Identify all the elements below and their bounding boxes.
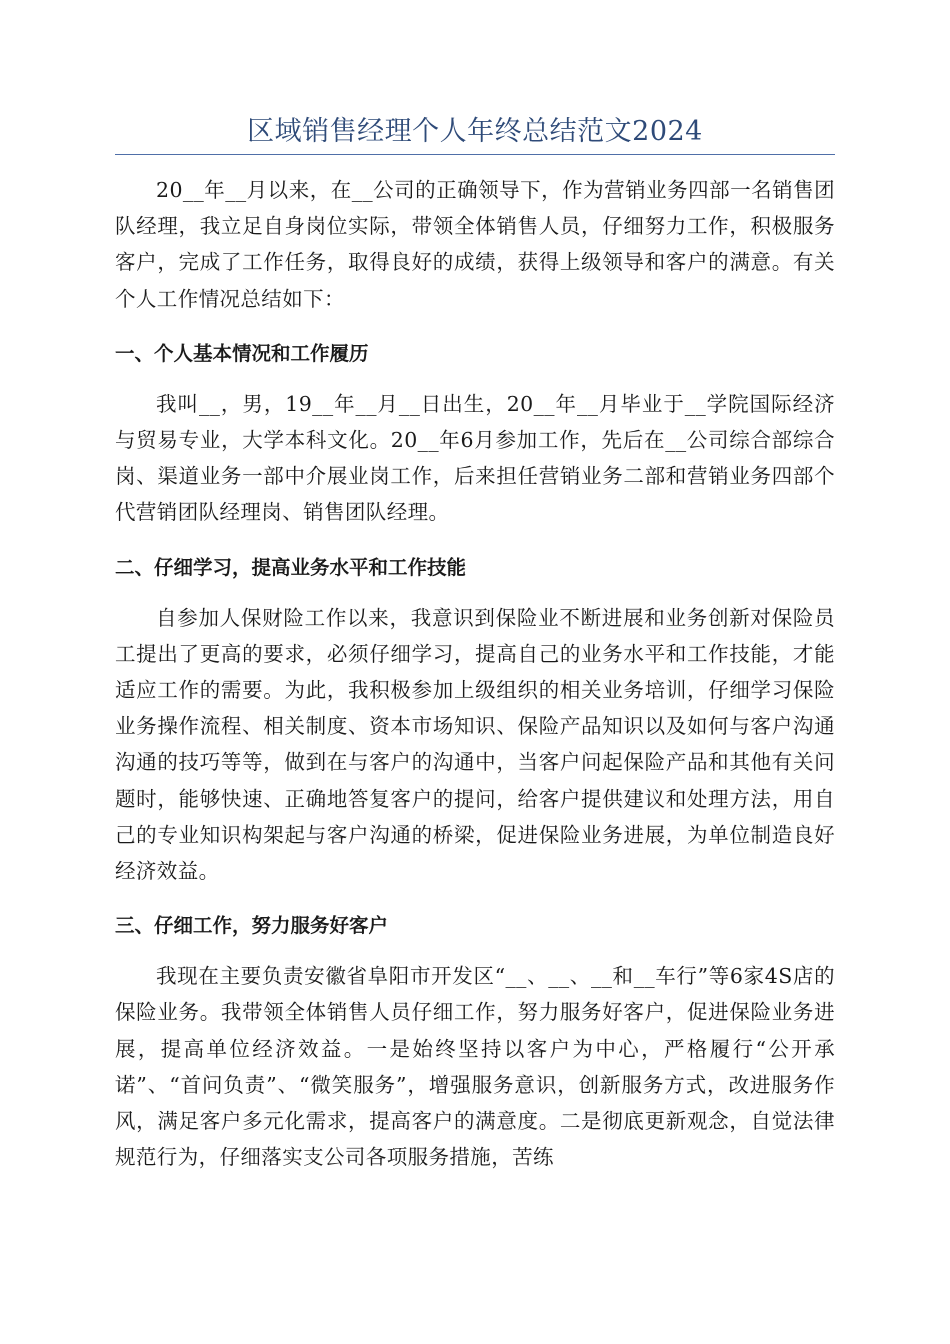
- spacer: [115, 317, 835, 339]
- spacer: [115, 889, 835, 911]
- document-body: [115, 172, 835, 1175]
- document-title: 区域销售经理个人年终总结范文2024: [247, 116, 703, 147]
- spacer: [115, 369, 835, 386]
- section-paragraph-2: 自参加人保财险工作以来，我意识到保险业不断进展和业务创新对保险员工提出了更高的要求，必须仔细学习，提高自己的业务水平和工作技能，才能适应工作的需要。为此，我积极参加上级组织的相关业务培训，仔细学习保险业务操作流程、相关制度、资本市场知识、保险产品知识以及如何与客户沟通沟通的技巧等等，做到在与客户的沟通中，当客户问起保险产品和其他有关问题时，能够快速、正确地答复客户的提问，给客户提供建议和处理方法，用自己的专业知识构架起与客户沟通的桥梁，促进保险业务进展，为单位制造良好经济效益。: [115, 605, 835, 884]
- spacer: [115, 583, 835, 600]
- section-heading-2: 二、仔细学习，提高业务水平和工作技能: [115, 555, 467, 579]
- spacer: [115, 531, 835, 553]
- section-paragraph-1: 我叫__，男，19__年__月__日出生，20__年__月毕业于__学院国际经济与贸易专业，大学本科文化。20__年6月参加工作，先后在__公司综合部综合岗、渠道业务一部中介展业岗工作，后来担任营销业务二部和营销业务四部个代营销团队经理岗、销售团队经理。: [115, 391, 835, 525]
- section-heading-3: 三、仔细工作，努力服务好客户: [115, 914, 389, 938]
- section-heading-1: 一、个人基本情况和工作履历: [115, 341, 369, 365]
- section-paragraph-3: 我现在主要负责安徽省阜阳市开发区“__、__、__和__车行”等6家4S店的保险业务。我带领全体销售人员仔细工作，努力服务好客户，促进保险业务进展，提高单位经济效益。一是始终坚持以客户为中心，严格履行“公开承诺”、“首问负责”、“微笑服务”，增强服务意识，创新服务方式，改进服务作风，满足客户多元化需求，提高客户的满意度。二是彻底更新观念，自觉法律规范行为，仔细落实支公司各项服务措施，苦练: [115, 964, 835, 1170]
- spacer: [115, 941, 835, 958]
- title-underline: [115, 154, 835, 155]
- intro-paragraph: 20__年__月以来，在__公司的正确领导下，作为营销业务四部一名销售团队经理，我立足自身岗位实际，带领全体销售人员，仔细努力工作，积极服务客户，完成了工作任务，取得良好的成绩，获得上级领导和客户的满意。有关个人工作情况总结如下：: [115, 178, 835, 311]
